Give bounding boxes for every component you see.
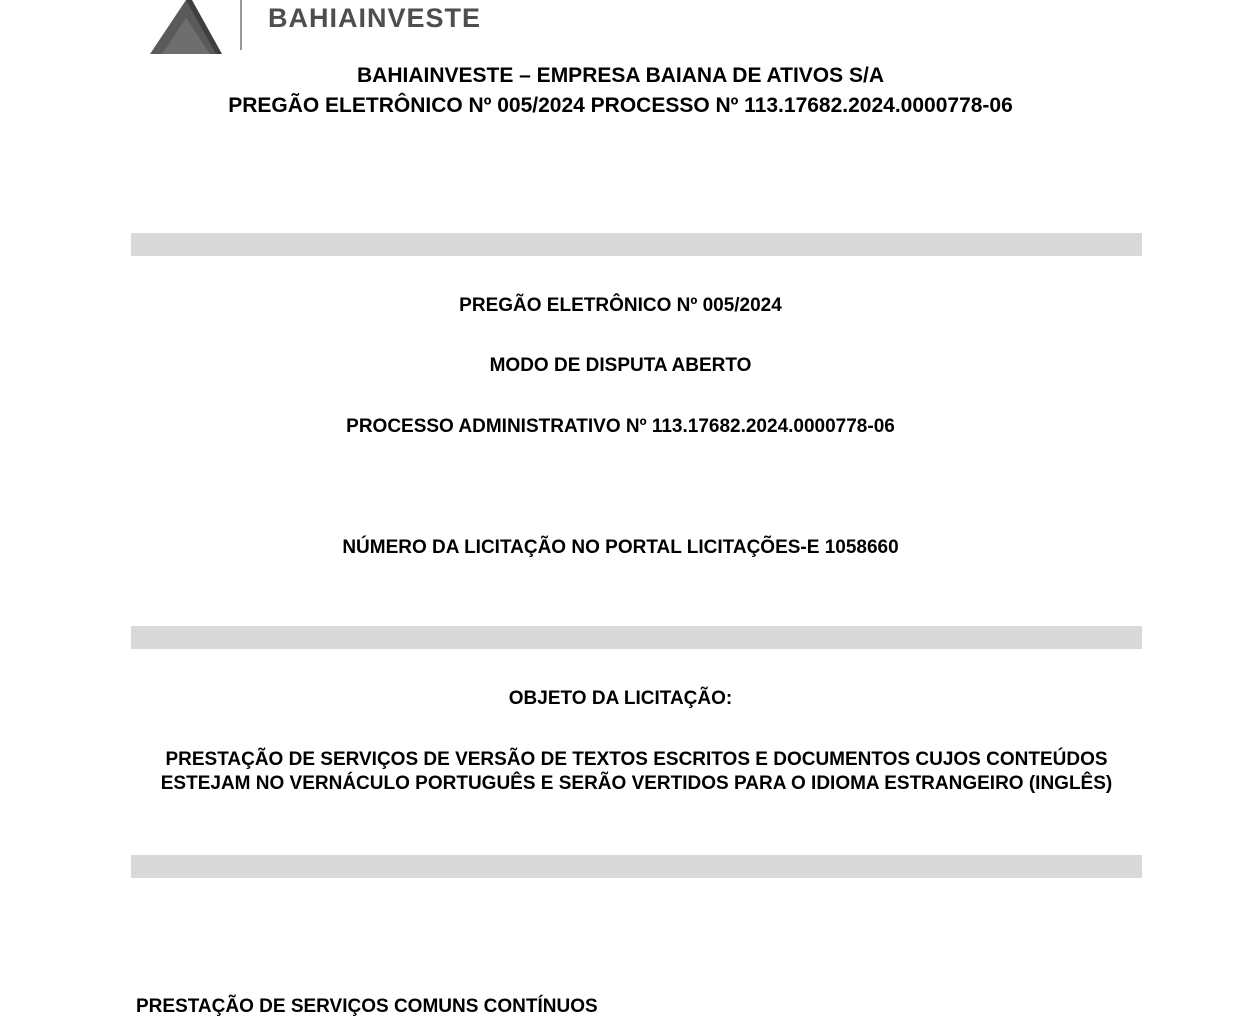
administrative-process: PROCESSO ADMINISTRATIVO Nº 113.17682.2024.0000778-06	[346, 416, 895, 437]
logo-divider	[240, 0, 242, 50]
section-divider-band	[131, 233, 1142, 256]
object-label: OBJETO DA LICITAÇÃO:	[508, 688, 733, 709]
section-divider-band	[131, 626, 1142, 649]
bid-number: NÚMERO DA LICITAÇÃO NO PORTAL LICITAÇÕES-E 1058660	[342, 537, 899, 558]
bahiainveste-logo-icon	[148, 0, 224, 56]
section-divider-band	[131, 855, 1142, 878]
object-description: PRESTAÇÃO DE SERVIÇOS DE VERSÃO DE TEXTOS ESCRITOS E DOCUMENTOS CUJOS CONTEÚDOS ESTEJAM NO VERNÁCULO PORTUGUÊS E SERÃO VERTIDOS PARA O IDIOMA ESTRANGEIRO (INGLÊS)	[160, 749, 1113, 794]
pregao-title: PREGÃO ELETRÔNICO Nº 005/2024	[459, 295, 782, 316]
logo-wordmark: BAHIAINVESTE	[268, 3, 482, 33]
header-process-line: PREGÃO ELETRÔNICO Nº 005/2024 PROCESSO Nº 113.17682.2024.0000778-06	[228, 94, 1013, 117]
header-company-name: BAHIAINVESTE – EMPRESA BAIANA DE ATIVOS S/A	[356, 64, 884, 87]
dispute-mode: MODO DE DISPUTA ABERTO	[489, 355, 752, 376]
service-type: PRESTAÇÃO DE SERVIÇOS COMUNS CONTÍNUOS	[136, 996, 598, 1017]
